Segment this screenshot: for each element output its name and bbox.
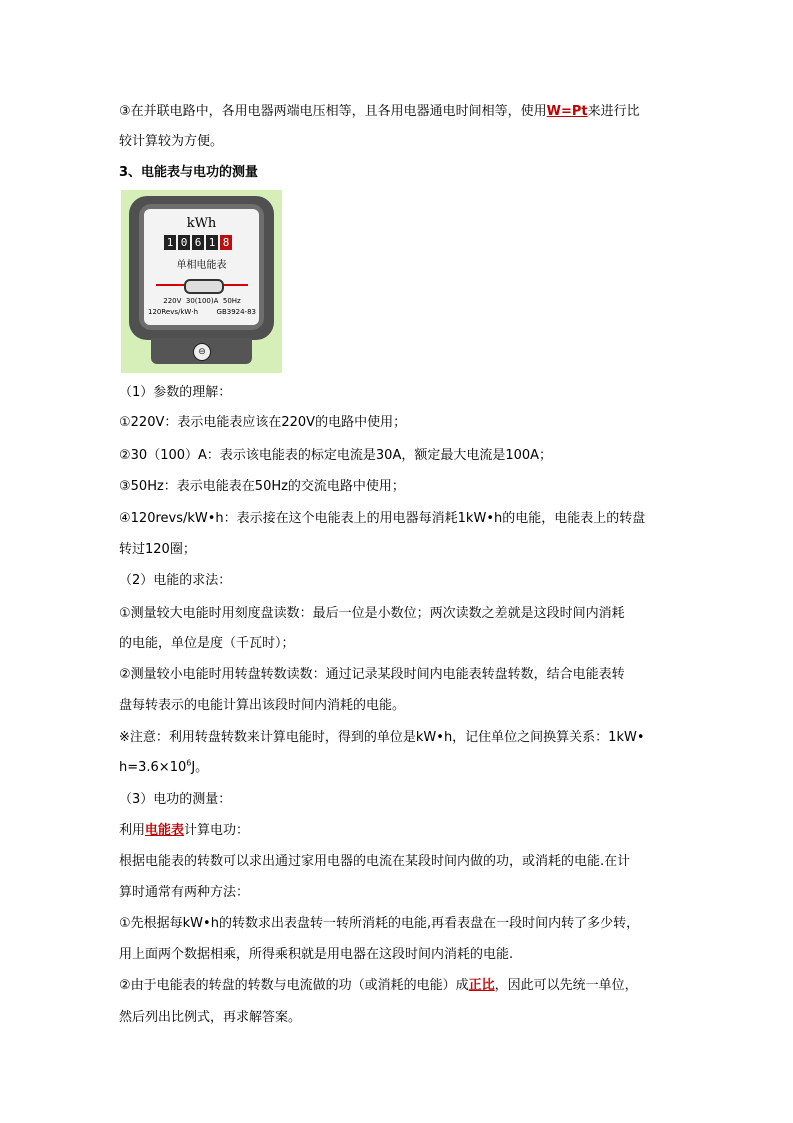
term-highlight: 正比 bbox=[468, 978, 495, 993]
meter-digit: 6 bbox=[192, 235, 204, 250]
meter-unit: kWh bbox=[186, 216, 217, 231]
meter-specs-2: 120Revs/kW·h GB3924-83 bbox=[148, 308, 256, 316]
meter-digit: 1 bbox=[206, 235, 218, 250]
section-heading: 3、电能表与电功的测量 bbox=[119, 165, 259, 180]
list-item: ④120revs/kW•h：表示接在这个电能表上的用电器每消耗1kW•h的电能，电能表上的转盘 bbox=[119, 511, 646, 526]
meter-decimal-digit: 8 bbox=[220, 235, 232, 250]
list-item: 的电能，单位是度（千瓦时）； bbox=[119, 636, 295, 651]
meter-face bbox=[144, 209, 259, 325]
paragraph-parallel-circuit: ③在并联电路中，各用电器两端电压相等，且各用电器通电时间相等，使用W=Pt来进行比 bbox=[119, 104, 640, 119]
list-item-ratio: ②由于电能表的转盘的转数与电流做的功（或消耗的电能）成正比，因此可以先统一单位， bbox=[119, 978, 638, 993]
subheading-parameters: （1）参数的理解： bbox=[119, 385, 232, 400]
meter-digit: 0 bbox=[178, 235, 190, 250]
list-item: 用上面两个数据相乘，所得乘积就是用电器在这段时间内消耗的电能. bbox=[119, 947, 514, 962]
list-item: 转过120圈； bbox=[119, 542, 196, 557]
list-item: ②30（100）A：表示该电能表的标定电流是30A，额定最大电流是100A； bbox=[119, 448, 553, 463]
paragraph-meter: 利用电能表计算电功： bbox=[119, 823, 250, 838]
paragraph-line: 较计算较为方便。 bbox=[119, 134, 224, 149]
list-item: ①先根据每kW•h的转数求出表盘转一转所消耗的电能,再看表盘在一段时间内转了多少转， bbox=[119, 916, 640, 931]
list-item: ③50Hz：表示电能表在50Hz的交流电路中使用； bbox=[119, 479, 405, 494]
list-item: ①220V：表示电能表应该在220V的电路中使用； bbox=[119, 415, 407, 430]
meter-digits bbox=[164, 235, 232, 250]
meter-base bbox=[151, 338, 252, 364]
note: ※注意：利用转盘转数来计算电能时，得到的单位是kW•h，记住单位之间换算关系：1kW• bbox=[119, 730, 645, 745]
note-formula: $h=3.6\times 10^6J$。 bbox=[119, 758, 209, 775]
list-item: 然后列出比例式，再求解答案。 bbox=[119, 1010, 302, 1025]
meter-digit: 1 bbox=[164, 235, 176, 250]
rotor-disc bbox=[184, 279, 224, 294]
meter-case bbox=[129, 196, 274, 340]
meter-specs: 220V 30(100)A 50Hz bbox=[163, 297, 241, 305]
screw-icon: ⊖ bbox=[193, 343, 211, 361]
formula-highlight: W=Pt bbox=[546, 104, 588, 119]
list-item: ①测量较大电能时用刻度盘读数：最后一位是小数位；两次读数之差就是这段时间内消耗 bbox=[119, 606, 625, 621]
list-item: ②测量较小电能时用转盘转数读数：通过记录某段时间内电能表转盘转数，结合电能表转 bbox=[119, 667, 625, 682]
list-item: 盘每转表示的电能计算出该段时间内消耗的电能。 bbox=[119, 698, 406, 713]
term-highlight: 电能表 bbox=[145, 823, 185, 838]
meter-title: 单相电能表 bbox=[176, 260, 227, 271]
paragraph-line: 算时通常有两种方法： bbox=[119, 885, 250, 900]
paragraph-line: 根据电能表的转数可以求出通过家用电器的电流在某段时间内做的功，或消耗的电能.在计 bbox=[119, 854, 631, 869]
electric-meter-image bbox=[121, 190, 282, 373]
subheading-work: （3）电功的测量： bbox=[119, 792, 232, 807]
subheading-energy: （2）电能的求法： bbox=[119, 573, 232, 588]
